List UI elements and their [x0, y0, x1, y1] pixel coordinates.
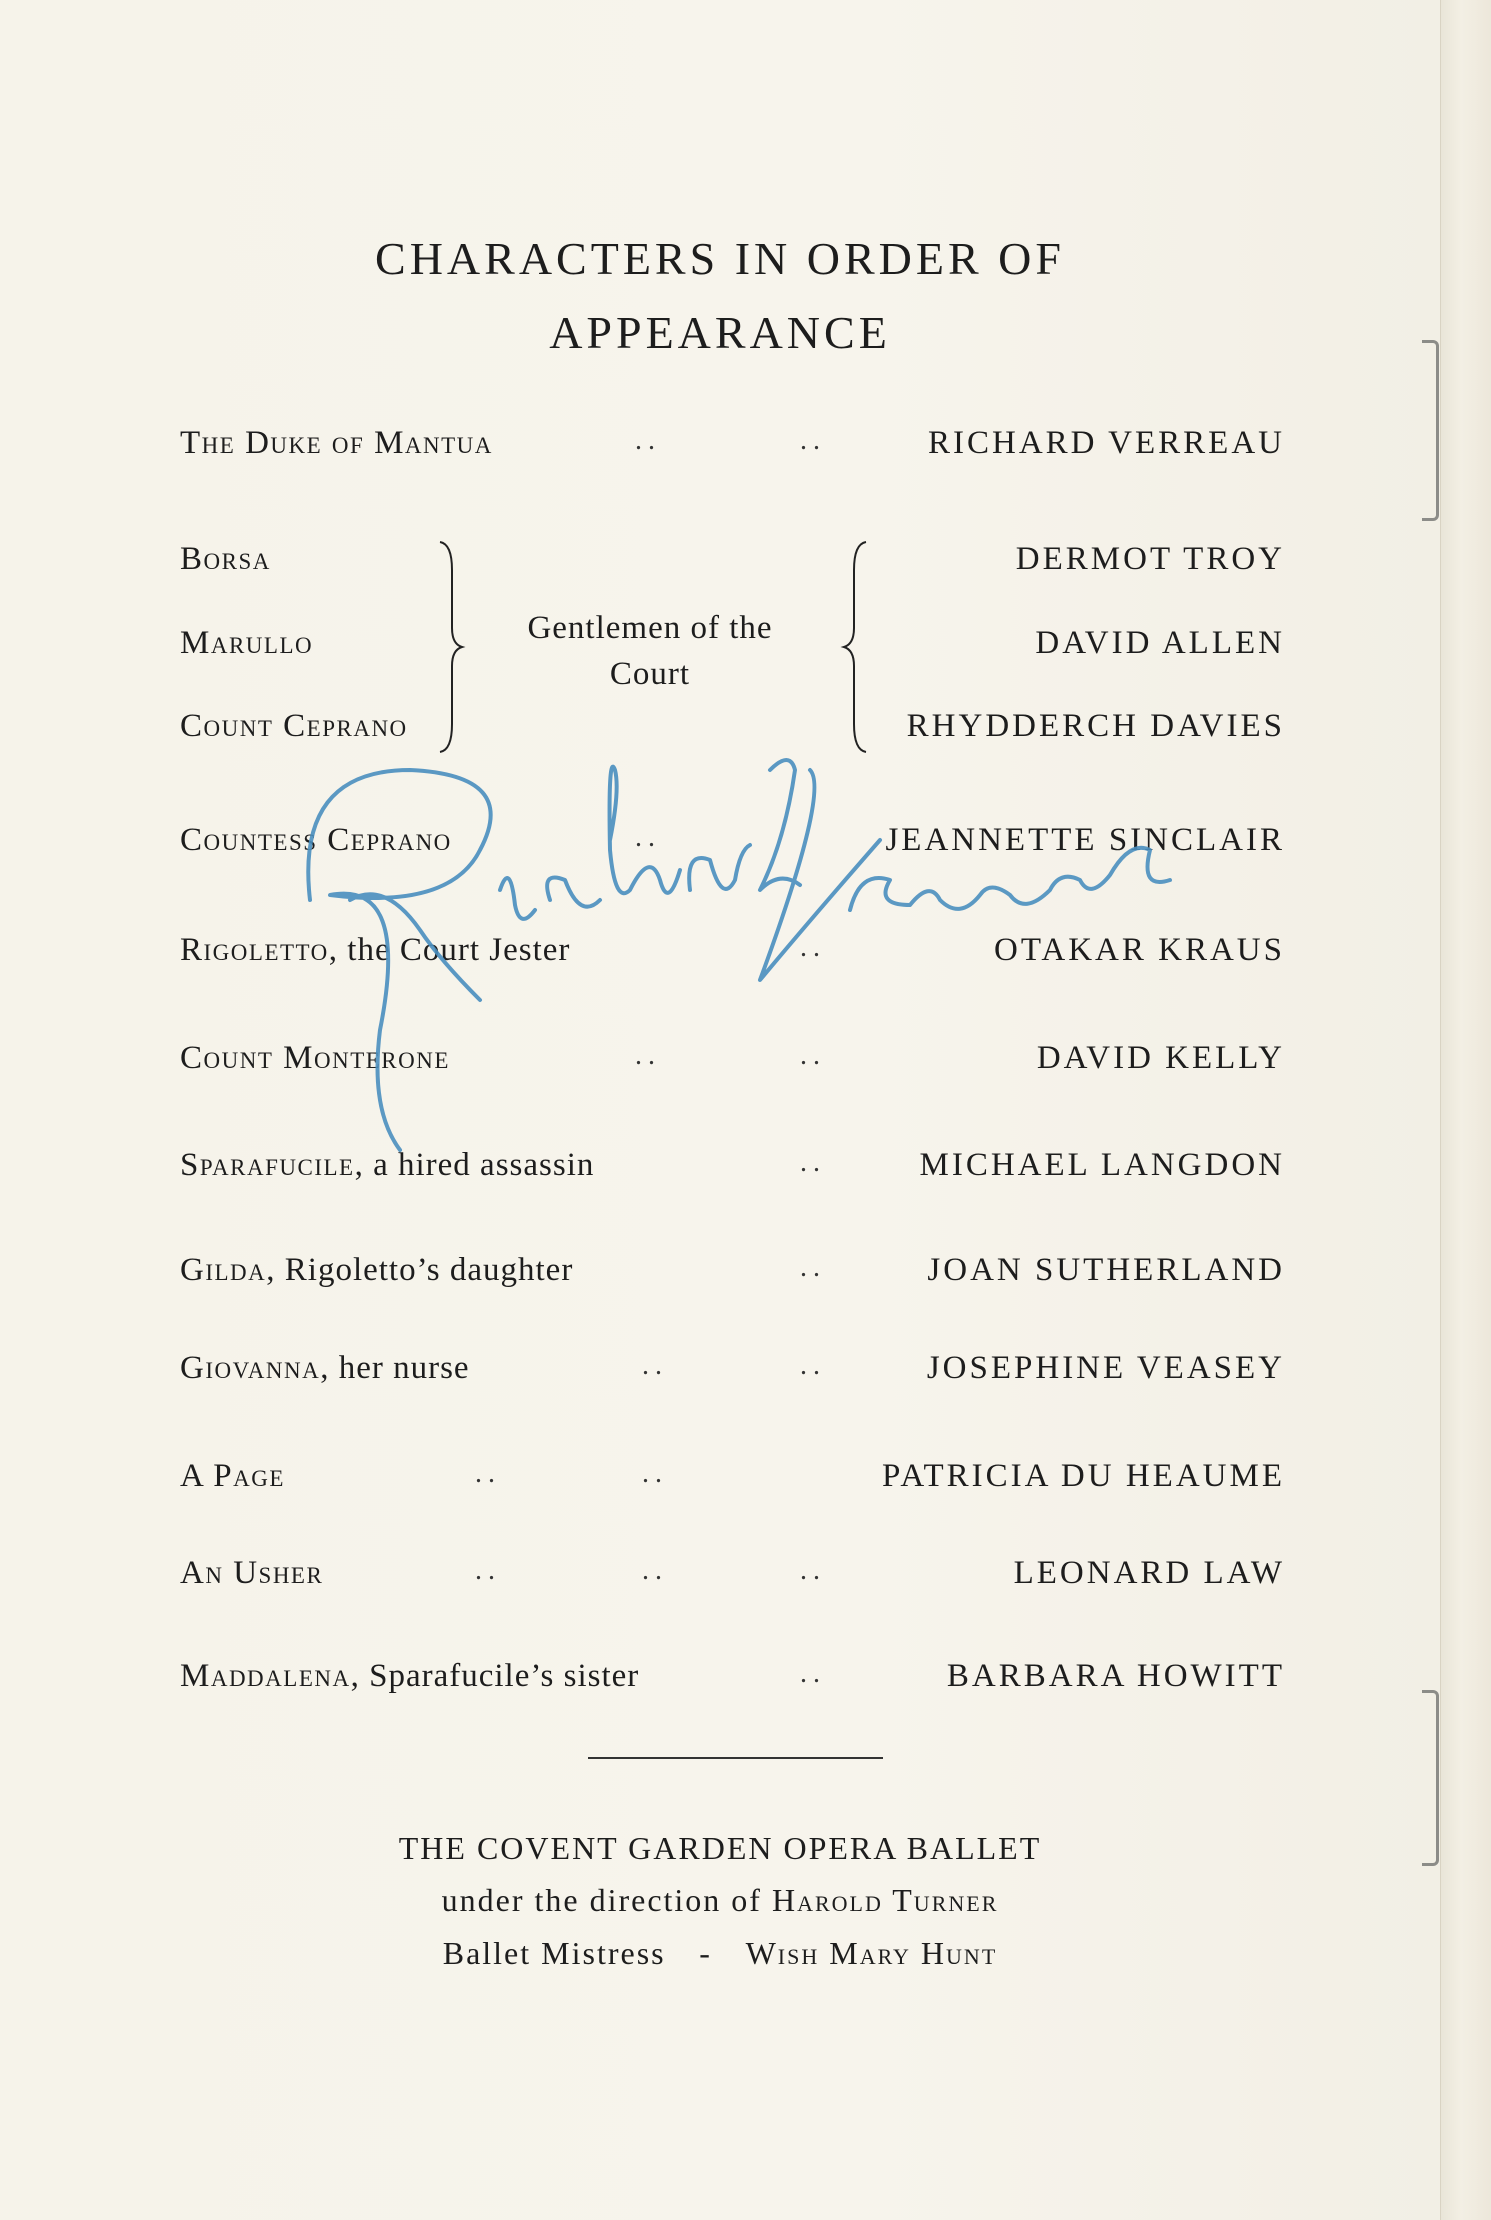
actor-name: JEANNETTE SINCLAIR [885, 822, 1285, 858]
role-title: Rigoletto [180, 932, 329, 968]
ballet-direction [240, 1882, 1200, 1919]
cast-row-sparafucile [180, 1147, 1285, 1197]
actor-name: DERMOT TROY [1015, 541, 1285, 577]
actor-name: RICHARD VERREAU [927, 425, 1285, 461]
actor-name: BARBARA HOWITT [946, 1658, 1285, 1694]
cast-row-countess-ceprano [180, 822, 1285, 872]
cast-row-count-ceprano [180, 708, 1285, 758]
dot-leader: .. [475, 1458, 501, 1489]
cast-row-usher [180, 1555, 1285, 1605]
actor-name: RHYDDERCH DAVIES [906, 708, 1285, 744]
role-description: , Sparafucile’s sister [350, 1658, 640, 1694]
role-description: , the Court Jester [328, 932, 571, 968]
group-note-line-1: Gentlemen of the [527, 610, 773, 646]
cast-row-borsa [180, 541, 1285, 591]
role-name: Countess Ceprano [180, 822, 452, 858]
role-name [180, 1658, 639, 1695]
dot-leader: .. [642, 1555, 668, 1586]
right-brace-icon [438, 540, 468, 755]
role-description: , a hired assassin [354, 1147, 595, 1183]
section-divider [588, 1757, 883, 1759]
actor-name: JOAN SUTHERLAND [927, 1252, 1285, 1288]
ballet-director: Harold Turner [771, 1882, 999, 1918]
actor-name: JOSEPHINE VEASEY [926, 1350, 1285, 1386]
role-name [180, 932, 570, 969]
cast-row-giovanna [180, 1350, 1285, 1400]
dot-leader: .. [800, 1147, 826, 1178]
ballet-direction-prefix: under the direction of [441, 1882, 772, 1918]
dot-leader: .. [800, 1658, 826, 1689]
ballet-mistress-label: Ballet Mistress [442, 1935, 666, 1971]
role-name [180, 1350, 470, 1387]
dot-leader: .. [642, 1350, 668, 1381]
title-line-2: APPEARANCE [549, 307, 891, 358]
page-title [240, 222, 1200, 370]
dot-leader: .. [800, 425, 826, 456]
title-line-1: CHARACTERS IN ORDER OF [375, 233, 1065, 284]
actor-name: PATRICIA DU HEAUME [882, 1458, 1285, 1494]
role-name: A Page [180, 1458, 285, 1494]
cast-row-gilda [180, 1252, 1285, 1302]
role-name: The Duke of Mantua [180, 425, 493, 461]
role-title: Giovanna [180, 1350, 321, 1386]
role-name: Marullo [180, 625, 314, 661]
role-name [180, 1252, 573, 1289]
staple-top [1422, 340, 1439, 521]
cast-row-monterone [180, 1040, 1285, 1090]
actor-name: LEONARD LAW [1013, 1555, 1285, 1591]
dot-leader: .. [800, 932, 826, 963]
actor-name: OTAKAR KRAUS [994, 932, 1285, 968]
page-edge [1440, 0, 1491, 2220]
cast-row-rigoletto [180, 932, 1285, 982]
cast-row-maddalena [180, 1658, 1285, 1708]
dot-leader: .. [800, 1252, 826, 1283]
role-description: , Rigoletto’s daughter [266, 1252, 574, 1288]
role-name: An Usher [180, 1555, 324, 1591]
actor-name: DAVID ALLEN [1035, 625, 1285, 661]
actor-name: DAVID KELLY [1036, 1040, 1285, 1076]
role-name: Borsa [180, 541, 271, 577]
role-title: Gilda [180, 1252, 267, 1288]
dot-leader: .. [635, 822, 661, 853]
left-brace-icon [838, 540, 868, 755]
role-title: Sparafucile [180, 1147, 355, 1183]
dot-leader: .. [635, 1040, 661, 1071]
role-name [180, 1147, 594, 1184]
dot-leader: .. [635, 425, 661, 456]
ballet-dash: - [699, 1935, 712, 1971]
ballet-company: THE COVENT GARDEN OPERA BALLET [398, 1830, 1042, 1866]
role-name: Count Ceprano [180, 708, 408, 744]
ballet-mistress-line [240, 1935, 1200, 1972]
cast-row-duke [180, 425, 1285, 475]
role-title: Maddalena [180, 1658, 351, 1694]
group-note-gentlemen [490, 605, 810, 697]
cast-row-page [180, 1458, 1285, 1508]
ballet-mistress-name: Wish Mary Hunt [745, 1935, 998, 1971]
dot-leader: .. [642, 1458, 668, 1489]
dot-leader: .. [800, 1040, 826, 1071]
role-description: , her nurse [320, 1350, 470, 1386]
staple-bottom [1422, 1690, 1439, 1866]
actor-name: MICHAEL LANGDON [919, 1147, 1285, 1183]
dot-leader: .. [475, 1555, 501, 1586]
dot-leader: .. [800, 1555, 826, 1586]
group-note-line-2: Court [609, 656, 691, 692]
role-name: Count Monterone [180, 1040, 450, 1076]
dot-leader: .. [800, 1350, 826, 1381]
